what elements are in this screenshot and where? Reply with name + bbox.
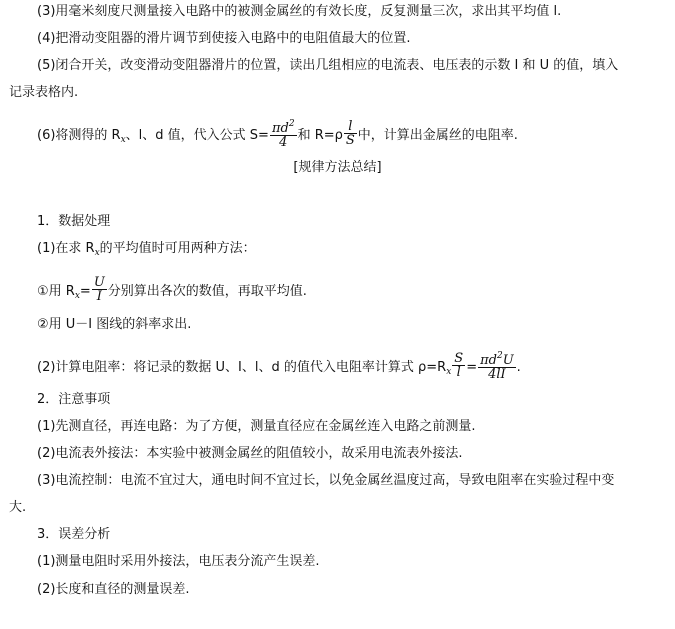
area-formula-numerator: $\pi d^2$ (271, 119, 295, 136)
ui-fraction (92, 276, 107, 303)
resistivity-fraction: $\frac{\pi d^2U}{4lI}$ (480, 351, 514, 382)
error-1: (1)测量电阻时采用外接法，电压表分流产生误差. (37, 554, 320, 569)
step-3: (3)用毫米刻度尺测量接入电路中的被测金属丝的有效长度，反复测量三次，求出其平均值 l. (37, 4, 562, 19)
resistance-formula-fraction (344, 120, 357, 147)
step-6-post: 中，计算出金属丝的电阻率. (357, 128, 518, 143)
area-formula-fraction (270, 118, 297, 149)
step-5-line2: 记录表格内. (9, 85, 79, 100)
step-6-mid2: 和 R=ρ (297, 128, 343, 143)
data-processing-2: (2)计算电阻率：将记录的数据 U、I、l、d 的值代入电阻率计算式 $\rho=R_x$ $\frac{S}{l}$ = $\frac{\pi d^2U}{4lI}$ . (37, 351, 521, 382)
heading-notes: 2．注意事项 (37, 392, 111, 407)
section-title: [规律方法总结] (293, 160, 382, 175)
method-1: ①用 $R_x=$ $\frac{U}{I}$ 分别算出各次的数值，再取平均值. (37, 275, 307, 304)
ui-numerator: U (93, 275, 105, 290)
step-6-pre: (6)将测得的 R (37, 128, 121, 143)
heading-data-processing: 1．数据处理 (37, 214, 111, 229)
rx-subscript: x (94, 248, 100, 258)
step-5-line1: (5)闭合开关，改变滑动变阻器滑片的位置，读出几组相应的电流表、电压表的示数 I 和 U 的值，填入 (37, 58, 619, 73)
step-6-mid1: 、l、d 值，代入公式 S= (125, 128, 269, 143)
data-processing-1: (1)在求 $R_x$的平均值时可用两种方法： (37, 241, 256, 258)
step-4: (4)把滑动变阻器的滑片调节到使接入电路中的电阻值最大的位置. (37, 31, 411, 46)
s-over-l-fraction: $\frac{S}{l}$ (454, 351, 464, 380)
resistance-formula-numerator: l (344, 120, 357, 134)
note-1: (1)先测直径，再连电路：为了方便，测量直径应在金属丝连入电路之前测量. (37, 419, 476, 434)
area-formula-denominator: 4 (279, 135, 288, 150)
rx-subscript: x (74, 291, 80, 301)
step-6 (37, 120, 518, 151)
error-2: (2)长度和直径的测量误差. (37, 582, 190, 597)
step-6-sub-x: x (120, 135, 126, 145)
note-3-line1: (3)电流控制：电流不宜过大，通电时间不宜过长，以免金属丝温度过高，导致电阻率在实验过程中变 (37, 473, 615, 488)
method-2: ②用 U－I 图线的斜率求出. (37, 317, 192, 332)
ui-denominator: I (96, 289, 102, 304)
note-3-line2: 大. (9, 500, 27, 515)
rx-subscript: x (446, 367, 452, 377)
note-2: (2)电流表外接法：本实验中被测金属丝的阻值较小，故采用电流表外接法. (37, 446, 463, 461)
heading-error-analysis: 3．误差分析 (37, 527, 111, 542)
resistance-formula-denominator: S (345, 133, 355, 148)
